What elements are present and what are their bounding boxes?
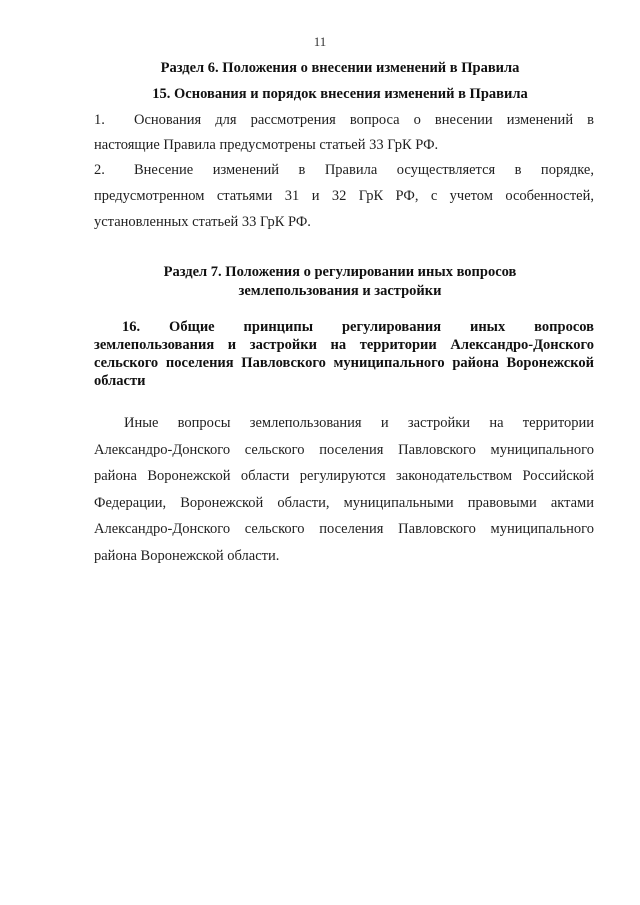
list-item-1-line-2: настоящие Правила предусмотрены статьей 33 ГрК РФ. bbox=[94, 137, 439, 153]
subsection-16-line-4: области bbox=[94, 373, 146, 389]
list-item-2 bbox=[94, 158, 594, 183]
list-item-2-line-2: предусмотренном статьями 31 и 32 ГрК РФ, с учетом особенностей, bbox=[94, 188, 594, 204]
list-item-2-line-3: установленных статьей 33 ГрК РФ. bbox=[94, 214, 311, 230]
list-item-1-continuation bbox=[94, 133, 594, 158]
section-7-body bbox=[94, 410, 594, 569]
list-item-1-text-1: Основания для рассмотрения вопроса о внесении изменений в bbox=[134, 112, 594, 128]
section-7-title-line-1: Раздел 7. Положения о регулировании иных вопросов bbox=[163, 264, 517, 280]
body-line-2: Александро-Донского сельского поселения Павловского муниципального bbox=[94, 441, 594, 458]
body-line-4: Федерации, Воронежской области, муниципальными правовыми актами bbox=[94, 494, 594, 511]
list-item-2-line-1 bbox=[94, 158, 594, 183]
subsection-16-line-3: сельского поселения Павловского муниципального района Воронежской bbox=[94, 355, 594, 371]
body-line-5: Александро-Донского сельского поселения Павловского муниципального bbox=[94, 521, 594, 537]
subsection-16-line-2: землепользования и застройки на территории Александро-Донского bbox=[94, 337, 594, 353]
list-item-2-text-1: Внесение изменений в Правила осуществляется в порядке, bbox=[134, 162, 594, 178]
page-number: 11 bbox=[313, 34, 327, 49]
list-item-2-continuation bbox=[94, 183, 594, 235]
body-line-1: Иные вопросы землепользования и застройки на территории bbox=[124, 415, 594, 431]
body-line-3: района Воронежской области регулируются законодательством Российской bbox=[94, 468, 594, 484]
subsection-16-line-1: 16. Общие принципы регулирования иных вопросов bbox=[122, 319, 594, 335]
subsection-15-title: 15. Основания и порядок внесения изменений в Правила bbox=[152, 86, 528, 102]
body-line-6: района Воронежской области. bbox=[94, 547, 280, 564]
section-6-title: Раздел 6. Положения о внесении изменений в Правила bbox=[160, 60, 520, 76]
section-7-title bbox=[80, 263, 600, 301]
list-item-2-number: 2. bbox=[94, 162, 105, 178]
section-7-title-line-2: землепользования и застройки bbox=[238, 283, 442, 299]
list-item-1 bbox=[94, 108, 594, 133]
list-item-1-number: 1. bbox=[94, 112, 105, 128]
subsection-16-title bbox=[94, 318, 594, 390]
list-item-1-line-1 bbox=[94, 108, 594, 133]
